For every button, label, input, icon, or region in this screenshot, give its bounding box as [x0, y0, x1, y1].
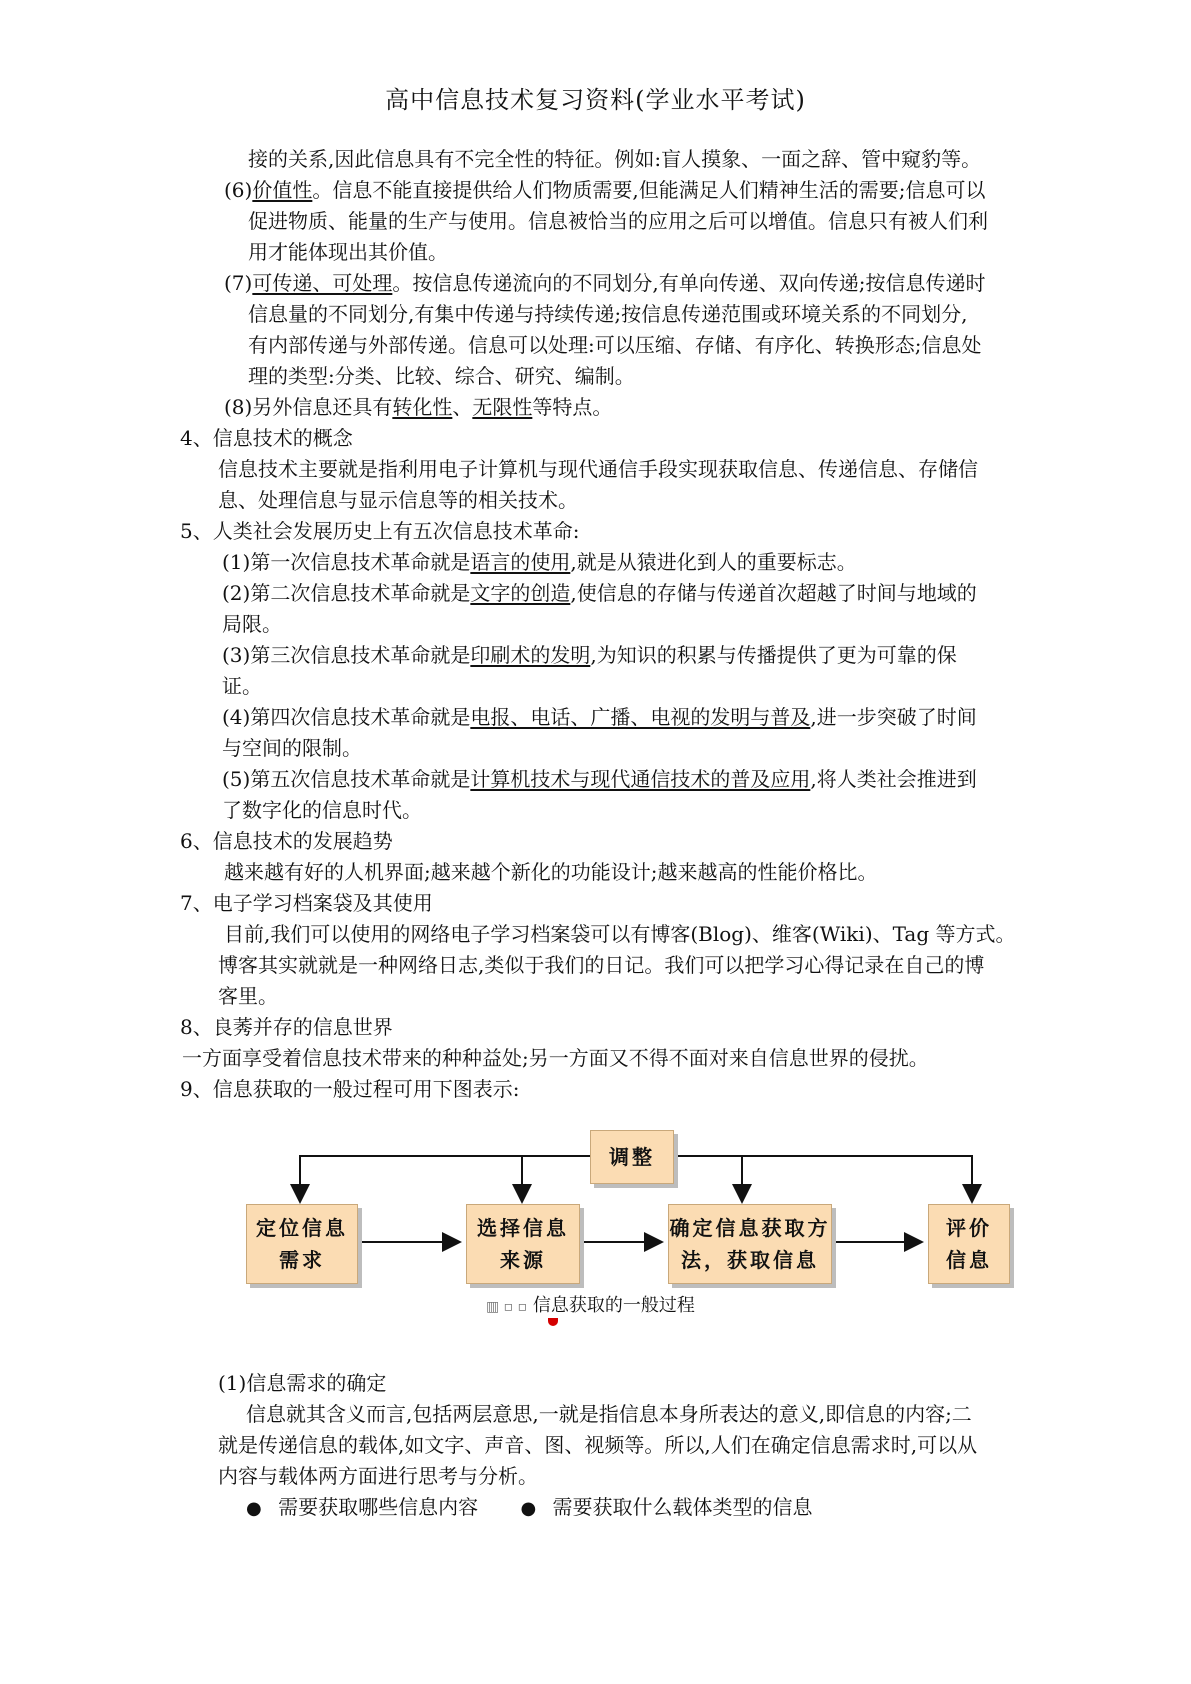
- item-other-features: [0, 392, 1191, 423]
- document-body: [0, 144, 1191, 1105]
- paragraph-line: 与空间的限制。: [222, 736, 362, 760]
- item-text: (2)第二次信息技术革命就是: [222, 581, 471, 605]
- paragraph-line: 内容与载体两方面进行思考与分析。: [218, 1464, 538, 1488]
- bullet-text: 需要获取什么载体类型的信息: [552, 1495, 813, 1519]
- step-label: 来源: [500, 1248, 546, 1272]
- paragraph-line: 信息技术主要就是指利用电子计算机与现代通信手段实现获取信息、传递信息、存储信: [218, 457, 978, 481]
- paragraph-line: 局限。: [222, 612, 282, 636]
- item-text: 等特点。: [532, 395, 613, 419]
- step-label: 需求: [279, 1248, 325, 1272]
- section-heading: 9、信息获取的一般过程可用下图表示:: [180, 1077, 520, 1101]
- paragraph-line: 博客其实就就是一种网络日志,类似于我们的日记。我们可以把学习心得记录在自己的博: [218, 953, 985, 977]
- paragraph-line: 证。: [222, 674, 262, 698]
- step-label: 信息: [946, 1248, 992, 1272]
- page-title: 高中信息技术复习资料(学业水平考试): [385, 86, 806, 114]
- key-term: 可传递、可处理: [252, 271, 393, 295]
- revolution-item: [0, 764, 1191, 795]
- step-evaluate: [928, 1204, 1010, 1284]
- bullet-text: 需要获取哪些信息内容: [278, 1495, 479, 1519]
- key-term: 转化性: [392, 395, 453, 419]
- step-determine-method: [668, 1204, 832, 1284]
- paragraph-line: 促进物质、能量的生产与使用。信息被恰当的应用之后可以增值。信息只有被人们利: [248, 209, 988, 233]
- item-text: (1)第一次信息技术革命就是: [222, 550, 471, 574]
- step-select-source: [466, 1204, 580, 1284]
- item-text: ,为知识的积累与传播提供了更为可靠的保: [590, 643, 957, 667]
- item-transfer: [0, 268, 1191, 299]
- paragraph-line: 越来越有好的人机界面;越来越个新化的功能设计;越来越高的性能价格比。: [224, 860, 878, 884]
- key-term: 电报、电话、广播、电视的发明与普及: [470, 705, 811, 729]
- key-term: 无限性: [472, 395, 533, 419]
- paragraph-line: 信息量的不同划分,有集中传递与持续传递;按信息传递范围或环境关系的不同划分,: [248, 302, 968, 326]
- item-text: (8)另外信息还具有: [224, 395, 393, 419]
- item-text: 。信息不能直接提供给人们物质需要,但能满足人们精神生活的需要;信息可以: [312, 178, 986, 202]
- item-value: [0, 175, 1191, 206]
- item-number: (6): [224, 178, 253, 202]
- item-text: 、: [452, 395, 473, 419]
- paragraph-line: 接的关系,因此信息具有不完全性的特征。例如:盲人摸象、一面之辞、管中窥豹等。: [248, 147, 982, 171]
- paragraph-line: 一方面享受着信息技术带来的种种益处;另一方面又不得不面对来自信息世界的侵扰。: [182, 1046, 929, 1070]
- section-heading: 8、良莠并存的信息世界: [180, 1015, 393, 1039]
- caption-text: 信息获取的一般过程: [532, 1295, 695, 1316]
- section-heading: 4、信息技术的概念: [180, 426, 353, 450]
- key-term: 计算机技术与现代通信技术的普及应用: [470, 767, 811, 791]
- figure-caption: [486, 1291, 695, 1317]
- step-label: 法，获取信息: [681, 1248, 819, 1272]
- need-section: [0, 1368, 1191, 1492]
- adjust-box: [590, 1130, 674, 1184]
- key-term: 文字的创造: [470, 581, 571, 605]
- caption-number-fragment: ▥ ▫ ▫: [486, 1299, 528, 1315]
- key-term: 印刷术的发明: [470, 643, 591, 667]
- paragraph-line: 客里。: [218, 984, 278, 1008]
- bullet-row: [246, 1492, 813, 1524]
- item-text: (5)第五次信息技术革命就是: [222, 767, 471, 791]
- paragraph-line: 息、处理信息与显示信息等的相关技术。: [218, 488, 578, 512]
- paragraph-line: 用才能体现出其价值。: [248, 240, 448, 264]
- section-heading: 5、人类社会发展历史上有五次信息技术革命:: [180, 519, 580, 543]
- revolution-item: [0, 640, 1191, 671]
- item-text: 。按信息传递流向的不同划分,有单向传递、双向传递;按信息传递时: [392, 271, 986, 295]
- step-label: 评价: [946, 1216, 992, 1240]
- key-term: 价值性: [252, 178, 313, 202]
- item-text: ,进一步突破了时间: [810, 705, 977, 729]
- step-label: 确定信息获取方: [669, 1216, 831, 1240]
- paragraph-line: 信息就其含义而言,包括两层意思,一就是指信息本身所表达的意义,即信息的内容;二: [246, 1402, 972, 1426]
- key-term: 语言的使用: [470, 550, 571, 574]
- paragraph-line: 有内部传递与外部传递。信息可以处理:可以压缩、存储、有序化、转换形态;信息处: [248, 333, 982, 357]
- step-label: 定位信息: [256, 1216, 348, 1240]
- paragraph-line: 了数字化的信息时代。: [222, 798, 422, 822]
- paragraph-line: 理的类型:分类、比较、综合、研究、编制。: [248, 364, 635, 388]
- item-number: (7): [224, 271, 253, 295]
- section-heading: 6、信息技术的发展趋势: [180, 829, 393, 853]
- step-locate-need: [246, 1204, 358, 1284]
- item-text: ,将人类社会推进到: [810, 767, 977, 791]
- section-heading: 7、电子学习档案袋及其使用: [180, 891, 433, 915]
- subsection-heading: (1)信息需求的确定: [218, 1371, 387, 1395]
- revolution-item: [0, 547, 1191, 578]
- adjust-label: 调整: [609, 1145, 655, 1169]
- paragraph-line: 目前,我们可以使用的网络电子学习档案袋可以有博客(Blog)、维客(Wiki)、Tag 等方式。: [224, 922, 1016, 946]
- step-label: 选择信息: [477, 1216, 569, 1240]
- item-text: (3)第三次信息技术革命就是: [222, 643, 471, 667]
- item-text: (4)第四次信息技术革命就是: [222, 705, 471, 729]
- paragraph-line: 就是传递信息的载体,如文字、声音、图、视频等。所以,人们在确定信息需求时,可以从: [218, 1433, 978, 1457]
- revolution-item: [0, 702, 1191, 733]
- item-text: ,就是从猿进化到人的重要标志。: [570, 550, 857, 574]
- item-text: ,使信息的存储与传递首次超越了时间与地域的: [570, 581, 977, 605]
- bullet-icon: ●: [246, 1498, 262, 1519]
- revolution-item: [0, 578, 1191, 609]
- bullet-icon: ●: [520, 1498, 537, 1519]
